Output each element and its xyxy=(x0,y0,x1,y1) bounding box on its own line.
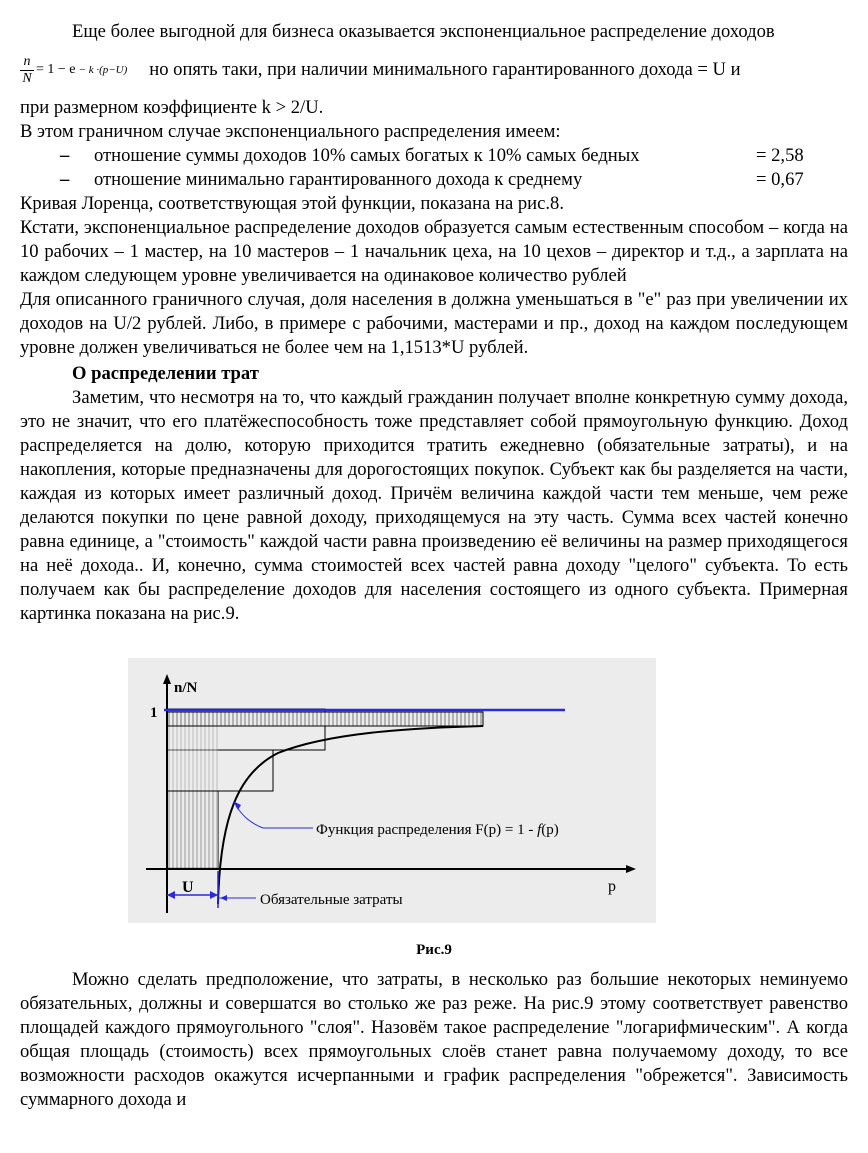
costs-label: Обязательные затраты xyxy=(260,892,403,908)
bullet-item: – отношение минимально гарантированного дохода к среднему = 0,67 xyxy=(60,169,804,190)
formula-line xyxy=(20,44,848,96)
paragraph-intro: Еще более выгодной для бизнеса оказывается экспоненциальное распределение доходов xyxy=(72,21,775,42)
paragraph-lorenz: Кривая Лоренца, соответствующая этой функции, показана на рис.8. xyxy=(20,193,564,214)
distribution-diagram xyxy=(128,658,656,923)
paragraph-costs: Можно сделать предположение, что затраты, в несколько раз большие некоторых неминуемо обязательных, должны и совершатся во столько же раз реже. На рис.9 этому соответствует равенство площадей каждого прямоугольного "слоя". Назовём такое распределение "логарифмическим". А когда общая площадь (стоимость) всех прямоугольных слоёв станет равна получаемому доходу, то все возможности расходов окажутся исчерпанными и график распределения "обрежется". Зависимость суммарного дохода и xyxy=(20,969,848,1110)
y-axis-label: n/N xyxy=(174,680,198,696)
paragraph-spending: Заметим, что несмотря на то, что каждый гражданин получает вполне конкретную сумму дохода, это не значит, что его платёжеспособность тоже представляет собой прямоугольную функцию. Доход распределяется на долю, которую приходится тратить ежедневно (обязательные затраты), и на накопления, которые предназначены для дорогостоящих покупок. Субъект как бы разделяется на части, каждая из которых имеет различный доход. Причём величина каждой части тем меньше, чем реже делаются покупки по цене равной доходу, приходящемуся на эту часть. Сумма всех частей конечно равна единице, а "стоимость" каждой части равна произведению её величины на размер приходящегося на неё дохода.. И, конечно, сумма стоимостей всех частей равна доходу "целого" субъекта. То есть получаем как бы распределение доходов для населения состоящего из одного субъекта. Примерная картинка показана на рис.9. xyxy=(20,387,848,624)
paragraph-intro-continued: но опять таки, при наличии минимального гарантированного дохода = U и xyxy=(149,59,741,80)
x-axis-arrow xyxy=(626,865,636,873)
paragraph-limit-detail: Для описанного граничного случая, доля населения в должна уменьшаться в "е" раз при увеличении их доходов на U/2 рублей. Либо, в примере с рабочими, мастерами и пр., доход на каждом последующем уровне должен увеличиваться не более чем на 1,1513*U рублей. xyxy=(20,289,848,358)
exponential-formula: $\frac{n}{N}$ = 1 − e − k ·(p−U) xyxy=(20,54,127,87)
hatched-strip xyxy=(167,712,483,726)
paragraph-example: Кстати, экспоненциальное распределение доходов образуется самым естественным способом – когда на 10 рабочих – 1 мастер, на 10 мастеров – 1 начальник цеха, на 10 цехов – директор и т.д., а зарплата на каждом следующем уровне увеличивается на одинаковое количество рублей xyxy=(20,217,848,286)
level-one-label: 1 xyxy=(150,705,158,721)
y-axis-arrow xyxy=(163,674,171,684)
function-label: Функция распределения F(p) = 1 - f(p) xyxy=(316,822,559,838)
paragraph-intro-coefficient: при размерном коэффициенте k > 2/U. xyxy=(20,97,324,118)
formula-fraction: $\frac{n}{N}$ xyxy=(20,54,34,87)
figure-caption: Рис.9 xyxy=(416,942,452,958)
u-label: U xyxy=(182,879,194,896)
x-axis-label: p xyxy=(608,878,616,895)
curve-pointer xyxy=(236,806,313,828)
figure-background xyxy=(128,658,656,923)
section-heading: О распределении трат xyxy=(72,363,259,384)
document-page xyxy=(20,20,848,1112)
figure-9 xyxy=(20,638,848,968)
bullet-item: – отношение суммы доходов 10% самых богатых к 10% самых бедных = 2,58 xyxy=(60,145,804,166)
paragraph-limit-case: В этом граничном случае экспоненциального распределения имеем: xyxy=(20,121,561,142)
